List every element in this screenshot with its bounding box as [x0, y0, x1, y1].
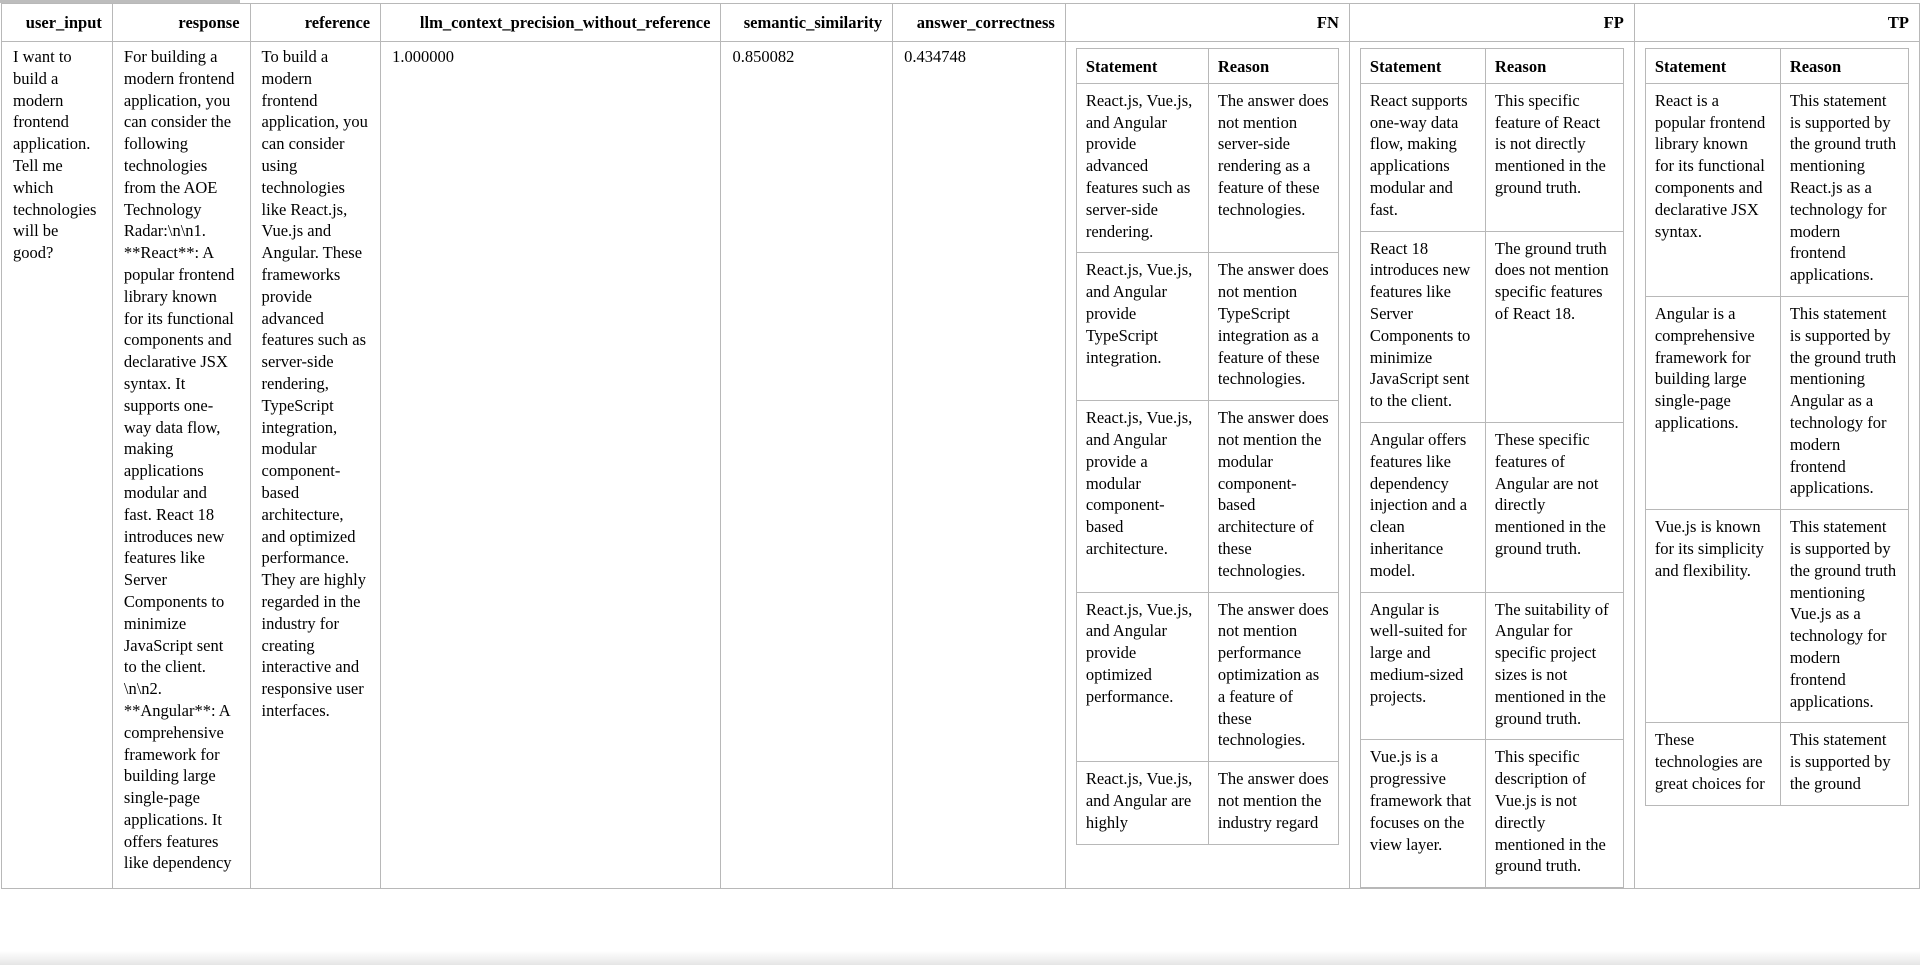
fp-reason-header: Reason — [1485, 49, 1623, 84]
fp-reason: The ground truth does not mention specific features of React 18. — [1485, 231, 1623, 422]
col-header-tp: TP — [1634, 4, 1919, 42]
bottom-shadow — [0, 951, 1920, 965]
fp-statement-header: Statement — [1360, 49, 1485, 84]
tp-table — [1645, 48, 1909, 806]
col-header-answer-correctness: answer_correctness — [893, 4, 1066, 42]
fn-reason: The answer does not mention the modular component-based architecture of these technologies. — [1208, 401, 1338, 592]
fp-row — [1360, 592, 1623, 740]
fn-statement: React.js, Vue.js, and Angular provide a modular component-based architecture. — [1076, 401, 1208, 592]
tp-statement-header: Statement — [1645, 49, 1780, 84]
cell-fn — [1065, 42, 1349, 889]
fp-row — [1360, 231, 1623, 422]
header-row — [2, 4, 1920, 42]
fp-statement: React supports one-way data flow, making applications modular and fast. — [1360, 83, 1485, 231]
tp-statement: Vue.js is known for its simplicity and flexibility. — [1645, 510, 1780, 723]
fn-reason: The answer does not mention server-side rendering as a feature of these technologies. — [1208, 83, 1338, 253]
tp-row — [1645, 723, 1908, 805]
tp-header-row — [1645, 49, 1908, 84]
cell-user-input: I want to build a modern frontend application. Tell me which technologies will be good? — [2, 42, 113, 889]
fn-statement-header: Statement — [1076, 49, 1208, 84]
tp-reason: This statement is supported by the ground truth mentioning Vue.js as a technology for modern frontend applications. — [1780, 510, 1908, 723]
tp-statement: React is a popular frontend library known for its functional components and declarative JSX syntax. — [1645, 83, 1780, 296]
col-header-reference: reference — [250, 4, 381, 42]
tp-reason: This statement is supported by the ground truth mentioning Angular as a technology for modern frontend applications. — [1780, 296, 1908, 509]
col-header-llm-context-precision: llm_context_precision_without_reference — [381, 4, 721, 42]
fn-row — [1076, 592, 1338, 762]
cell-fp — [1349, 42, 1634, 889]
cell-response: For building a modern frontend application, you can consider the following technologies from the AOE Technology Radar:\n\n1. **React**: A popular frontend library known for its functional components and declarative JSX syntax. It supports one-way data flow, making applications modular and fast. React 18 introduces new features like Server Components to minimize JavaScript sent to the client. \n\n2. **Angular**: A comprehensive framework for building large single-page applications. It offers features like dependency — [112, 42, 250, 889]
fp-table — [1360, 48, 1624, 888]
tp-row — [1645, 83, 1908, 296]
col-header-semantic-similarity: semantic_similarity — [721, 4, 893, 42]
cell-semantic-similarity: 0.850082 — [721, 42, 893, 889]
col-header-fp: FP — [1349, 4, 1634, 42]
fn-statement: React.js, Vue.js, and Angular are highly — [1076, 762, 1208, 844]
fn-row — [1076, 762, 1338, 844]
tp-row — [1645, 296, 1908, 509]
table-row — [2, 42, 1920, 889]
tp-reason: This statement is supported by the ground — [1780, 723, 1908, 805]
fn-row — [1076, 253, 1338, 401]
results-table — [1, 3, 1920, 889]
fp-header-row — [1360, 49, 1623, 84]
fn-statement: React.js, Vue.js, and Angular provide optimized performance. — [1076, 592, 1208, 762]
fp-row — [1360, 83, 1623, 231]
fn-reason: The answer does not mention the industry regard — [1208, 762, 1338, 844]
tp-reason-header: Reason — [1780, 49, 1908, 84]
fn-row — [1076, 83, 1338, 253]
fp-statement: Angular is well-suited for large and medium-sized projects. — [1360, 592, 1485, 740]
fn-header-row — [1076, 49, 1338, 84]
tp-row — [1645, 510, 1908, 723]
fp-reason: The suitability of Angular for specific project sizes is not mentioned in the ground truth. — [1485, 592, 1623, 740]
fp-reason: These specific features of Angular are not directly mentioned in the ground truth. — [1485, 422, 1623, 592]
fn-row — [1076, 401, 1338, 592]
fp-reason: This specific description of Vue.js is not directly mentioned in the ground truth. — [1485, 740, 1623, 888]
cell-tp — [1634, 42, 1919, 889]
fp-row — [1360, 422, 1623, 592]
fn-statement: React.js, Vue.js, and Angular provide advanced features such as server-side rendering. — [1076, 83, 1208, 253]
fn-statement: React.js, Vue.js, and Angular provide TypeScript integration. — [1076, 253, 1208, 401]
fp-statement: Vue.js is a progressive framework that focuses on the view layer. — [1360, 740, 1485, 888]
fp-reason: This specific feature of React is not directly mentioned in the ground truth. — [1485, 83, 1623, 231]
cell-answer-correctness: 0.434748 — [893, 42, 1066, 889]
cell-reference: To build a modern frontend application, you can consider using technologies like React.js, Vue.js and Angular. These frameworks provide advanced features such as server-side rendering, TypeScript integration, modular component-based architecture, and optimized performance. They are highly regarded in the industry for creating interactive and responsive user interfaces. — [250, 42, 381, 889]
fp-statement: React 18 introduces new features like Server Components to minimize JavaScript sent to the client. — [1360, 231, 1485, 422]
col-header-user-input: user_input — [2, 4, 113, 42]
fn-table — [1076, 48, 1339, 845]
fp-row — [1360, 740, 1623, 888]
tp-statement: Angular is a comprehensive framework for building large single-page applications. — [1645, 296, 1780, 509]
fp-statement: Angular offers features like dependency injection and a clean inheritance model. — [1360, 422, 1485, 592]
cell-llm-context-precision: 1.000000 — [381, 42, 721, 889]
col-header-fn: FN — [1065, 4, 1349, 42]
fn-reason-header: Reason — [1208, 49, 1338, 84]
fn-reason: The answer does not mention TypeScript integration as a feature of these technologies. — [1208, 253, 1338, 401]
fn-reason: The answer does not mention performance optimization as a feature of these technologies. — [1208, 592, 1338, 762]
col-header-response: response — [112, 4, 250, 42]
tp-statement: These technologies are great choices for — [1645, 723, 1780, 805]
tp-reason: This statement is supported by the ground truth mentioning React.js as a technology for modern frontend applications. — [1780, 83, 1908, 296]
